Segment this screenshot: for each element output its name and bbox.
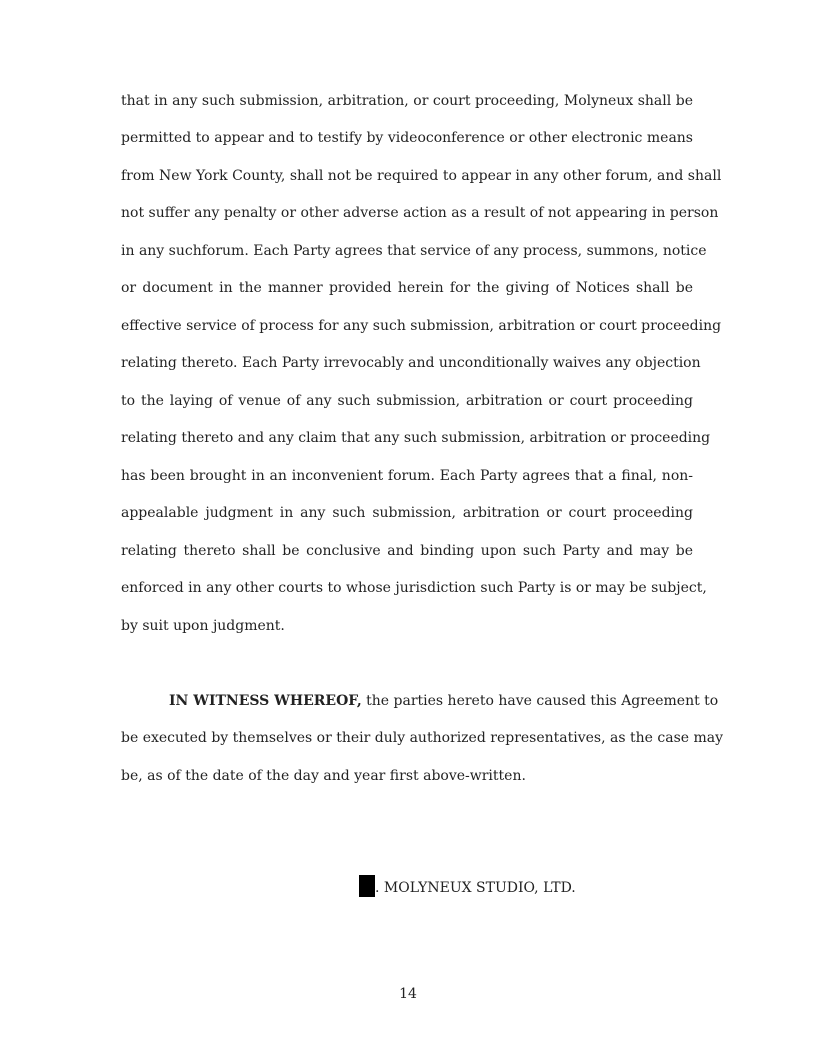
signature-block: [359, 875, 576, 899]
body-line-7: effective service of process for any such submission, arbitration or court proceeding: [121, 318, 722, 334]
body-line-10: relating thereto and any claim that any such submission, arbitration or proceeding: [121, 430, 711, 446]
body-line-8: relating thereto. Each Party irrevocably and unconditionally waives any objection: [121, 355, 701, 371]
body-line-12: appealable judgment in any such submission, arbitration or court proceeding: [121, 505, 693, 521]
redaction-block: [359, 875, 375, 897]
witness-line-1-rest: the parties hereto have caused this Agreement to: [361, 693, 719, 709]
body-line-13: relating thereto shall be conclusive and binding upon such Party and may be: [121, 543, 693, 559]
witness-line-3: be, as of the date of the day and year first above-written.: [121, 768, 526, 784]
page-number: 14: [399, 986, 417, 1002]
body-line-11: has been brought in an inconvenient forum. Each Party agrees that a final, non-: [121, 468, 693, 484]
body-line-2: permitted to appear and to testify by videoconference or other electronic means: [121, 130, 693, 146]
witness-line-1: [169, 689, 719, 713]
body-line-15: by suit upon judgment.: [121, 618, 285, 634]
body-line-3: from New York County, shall not be required to appear in any other forum, and shall: [121, 168, 722, 184]
witness-lead: IN WITNESS WHEREOF,: [169, 693, 362, 709]
signature-entity: . MOLYNEUX STUDIO, LTD.: [375, 880, 576, 896]
body-line-6: or document in the manner provided herein for the giving of Notices shall be: [121, 280, 693, 296]
witness-line-2: be executed by themselves or their duly authorized representatives, as the case may: [121, 730, 724, 746]
body-line-9: to the laying of venue of any such submission, arbitration or court proceeding: [121, 393, 693, 409]
body-line-4: not suffer any penalty or other adverse action as a result of not appearing in person: [121, 205, 719, 221]
body-line-1: that in any such submission, arbitration, or court proceeding, Molyneux shall be: [121, 93, 693, 109]
body-line-14: enforced in any other courts to whose jurisdiction such Party is or may be subject,: [121, 580, 707, 596]
body-line-5: in any suchforum. Each Party agrees that service of any process, summons, notice: [121, 243, 707, 259]
